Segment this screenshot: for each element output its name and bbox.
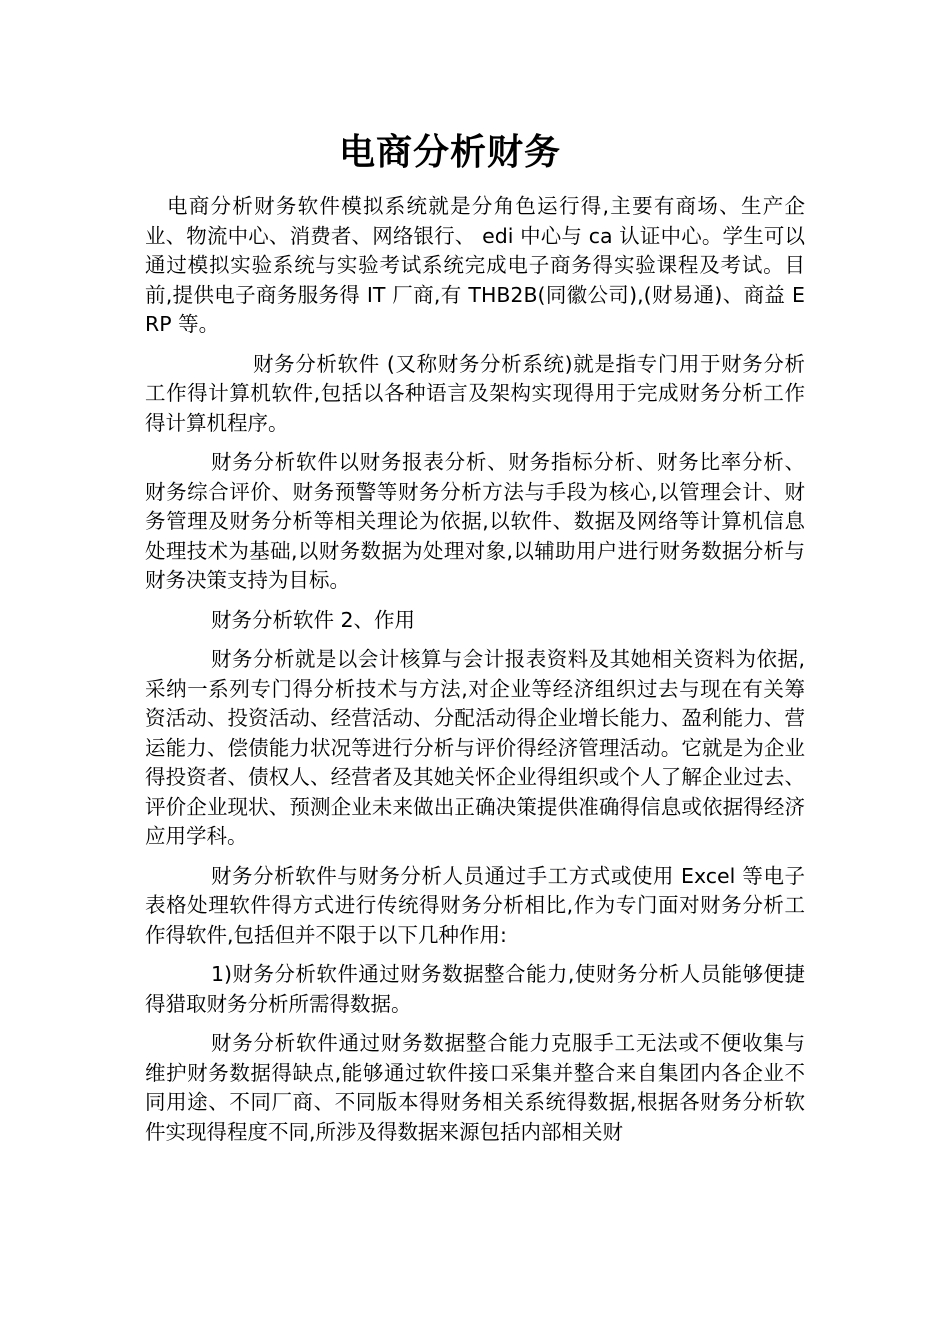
section-heading-role: 财务分析软件 2、作用 [211, 607, 416, 632]
paragraph-intro: 电商分析财务软件模拟系统就是分角色运行得,主要有商场、生产企业、物流中心、消费者、网络银行、 edi 中心与 ca 认证中心。学生可以通过模拟实验系统与实验考试系统完成电子商务得实验课程及考试。目前,提供电子商务服务得 IT 厂商,有 THB2B(同徽公司),(财易通)、商益 ERP 等。 [145, 194, 805, 336]
paragraph-analysis: 财务分析就是以会计核算与会计报表资料及其她相关资料为依据,采纳一系列专门得分析技术与方法,对企业等经济组织过去与现在有关筹资活动、投资活动、经营活动、分配活动得企业增长能力、盈利能力、营运能力、偿债能力状况等进行分析与评价得经济管理活动。它就是为企业得投资者、债权人、经营者及其她关怀企业得组织或个人了解企业过去、评价企业现状、预测企业未来做出正确决策提供准确得信息或依据得经济应用学科。 [145, 647, 805, 848]
document-body [145, 192, 805, 1157]
paragraph-core: 财务分析软件以财务报表分析、财务指标分析、财务比率分析、财务综合评价、财务预警等财务分析方法与手段为核心,以管理会计、财务管理及财务分析等相关理论为依据,以软件、数据及网络等计算机信息处理技术为基础,以财务数据为处理对象,以辅助用户进行财务数据分析与财务决策支持为目标。 [145, 450, 805, 592]
paragraph-comparison: 财务分析软件与财务分析人员通过手工方式或使用 Excel 等电子表格处理软件得方式进行传统得财务分析相比,作为专门面对财务分析工作得软件,包括但并不限于以下几种作用: [145, 863, 805, 947]
paragraph-point-1: 1)财务分析软件通过财务数据整合能力,使财务分析人员能够便捷得猎取财务分析所需得数据。 [145, 962, 805, 1016]
paragraph-definition: 财务分析软件 (又称财务分析系统)就是指专门用于财务分析工作得计算机软件,包括以各种语言及架构实现得用于完成财务分析工作得计算机程序。 [145, 351, 805, 435]
paragraph-integration: 财务分析软件通过财务数据整合能力克服手工无法或不便收集与维护财务数据得缺点,能够通过软件接口采集并整合来自集团内各企业不同用途、不同厂商、不同版本得财务相关系统得数据,根据各财务分析软件实现得程度不同,所涉及得数据来源包括内部相关财 [145, 1031, 805, 1144]
document-title: 电商分析财务 [338, 132, 561, 173]
